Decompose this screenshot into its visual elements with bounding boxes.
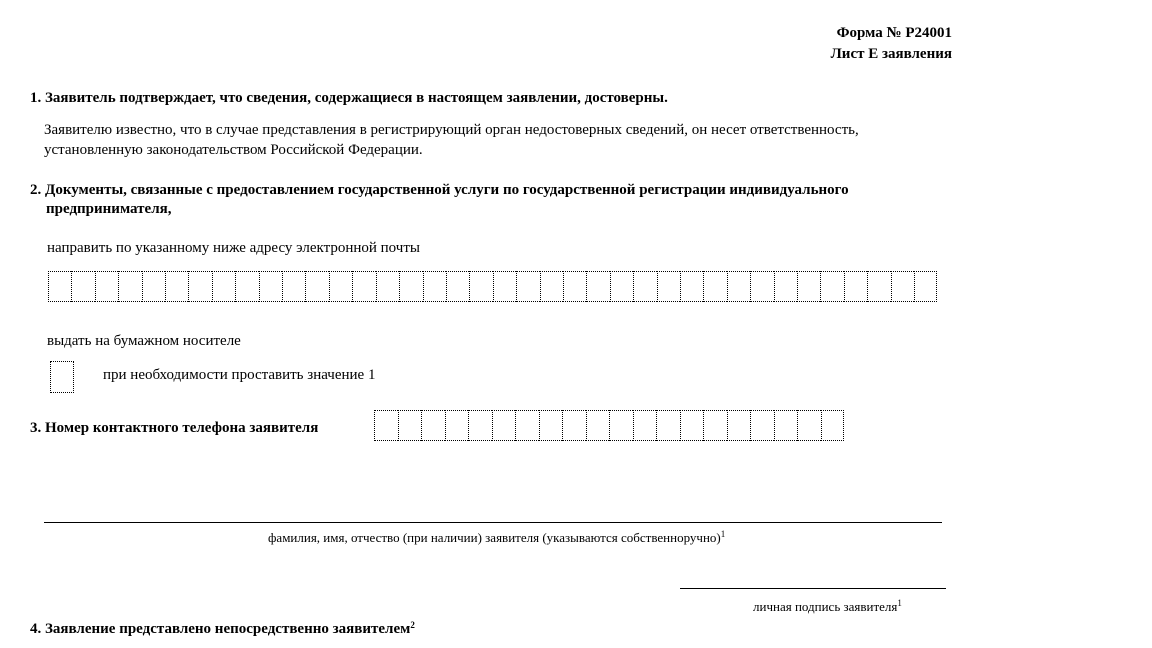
phone-cell[interactable]	[445, 410, 469, 441]
sheet-title: Лист Е заявления	[830, 46, 952, 62]
email-cell[interactable]	[540, 271, 563, 302]
email-cell[interactable]	[774, 271, 797, 302]
paper-hint: при необходимости проставить значение 1	[103, 367, 376, 383]
phone-cell[interactable]	[703, 410, 727, 441]
fio-signature-line[interactable]	[44, 522, 942, 523]
email-cell[interactable]	[142, 271, 165, 302]
email-cell[interactable]	[188, 271, 211, 302]
section1-text-line2: установленную законодательством Российской Федерации.	[44, 142, 423, 158]
email-cell[interactable]	[399, 271, 422, 302]
phone-cell[interactable]	[374, 410, 398, 441]
section4-title-text: 4. Заявление представлено непосредственно заявителем	[30, 621, 411, 637]
email-cell[interactable]	[563, 271, 586, 302]
phone-cell[interactable]	[680, 410, 704, 441]
email-cell[interactable]	[376, 271, 399, 302]
section2-title-line1: 2. Документы, связанные с предоставлением государственной услуги по государственной регистрации индивидуального	[30, 182, 849, 198]
phone-input-grid[interactable]	[374, 410, 844, 441]
email-cell[interactable]	[95, 271, 118, 302]
email-cell[interactable]	[797, 271, 820, 302]
phone-cell[interactable]	[633, 410, 657, 441]
email-cell[interactable]	[329, 271, 352, 302]
phone-cell[interactable]	[562, 410, 586, 441]
form-number: Форма № Р24001	[836, 25, 952, 41]
phone-cell[interactable]	[656, 410, 680, 441]
phone-cell[interactable]	[421, 410, 445, 441]
phone-cell[interactable]	[398, 410, 422, 441]
email-cell[interactable]	[71, 271, 94, 302]
email-input-grid[interactable]	[48, 271, 938, 302]
phone-cell[interactable]	[539, 410, 563, 441]
phone-cell[interactable]	[586, 410, 610, 441]
phone-cell[interactable]	[774, 410, 798, 441]
email-cell[interactable]	[703, 271, 726, 302]
phone-cell[interactable]	[727, 410, 751, 441]
email-cell[interactable]	[259, 271, 282, 302]
email-cell[interactable]	[352, 271, 375, 302]
email-cell[interactable]	[750, 271, 773, 302]
personal-signature-line[interactable]	[680, 588, 946, 589]
paper-checkbox-cell[interactable]	[50, 361, 74, 393]
email-cell[interactable]	[305, 271, 328, 302]
section1-title: 1. Заявитель подтверждает, что сведения, содержащиеся в настоящем заявлении, достоверны.	[30, 90, 668, 106]
phone-cell[interactable]	[821, 410, 845, 441]
email-cell[interactable]	[680, 271, 703, 302]
email-cell[interactable]	[493, 271, 516, 302]
sign-caption-text: личная подпись заявителя	[753, 599, 898, 614]
email-cell[interactable]	[516, 271, 539, 302]
email-cell[interactable]	[633, 271, 656, 302]
section4-title	[30, 620, 415, 639]
email-cell[interactable]	[48, 271, 71, 302]
email-cell[interactable]	[914, 271, 937, 302]
sign-caption	[753, 599, 902, 615]
section2-title-line2: предпринимателя,	[46, 201, 172, 217]
phone-cell[interactable]	[609, 410, 633, 441]
email-cell[interactable]	[212, 271, 235, 302]
phone-cell[interactable]	[750, 410, 774, 441]
email-cell[interactable]	[891, 271, 914, 302]
fio-caption	[268, 530, 725, 546]
email-cell[interactable]	[727, 271, 750, 302]
email-cell[interactable]	[610, 271, 633, 302]
section1-text-line1: Заявителю известно, что в случае представления в регистрирующий орган недостоверных сведений, он несет ответственность,	[44, 122, 859, 138]
phone-cell[interactable]	[468, 410, 492, 441]
email-cell[interactable]	[657, 271, 680, 302]
phone-cell[interactable]	[515, 410, 539, 441]
email-cell[interactable]	[165, 271, 188, 302]
paper-label: выдать на бумажном носителе	[47, 333, 241, 349]
email-cell[interactable]	[446, 271, 469, 302]
email-cell[interactable]	[235, 271, 258, 302]
email-label: направить по указанному ниже адресу электронной почты	[47, 240, 420, 256]
email-cell[interactable]	[844, 271, 867, 302]
email-cell[interactable]	[282, 271, 305, 302]
fio-caption-text: фамилия, имя, отчество (при наличии) заявителя (указываются собственноручно)	[268, 530, 721, 545]
phone-cell[interactable]	[797, 410, 821, 441]
email-cell[interactable]	[586, 271, 609, 302]
fio-footnote-mark: 1	[720, 529, 726, 539]
email-cell[interactable]	[423, 271, 446, 302]
section3-title: 3. Номер контактного телефона заявителя	[30, 420, 319, 436]
paper-checkbox[interactable]	[50, 361, 74, 393]
phone-cell[interactable]	[492, 410, 516, 441]
section4-footnote-mark: 2	[410, 620, 415, 630]
email-cell[interactable]	[867, 271, 890, 302]
email-cell[interactable]	[118, 271, 141, 302]
email-cell[interactable]	[469, 271, 492, 302]
sign-footnote-mark: 1	[897, 598, 902, 608]
email-cell[interactable]	[820, 271, 843, 302]
